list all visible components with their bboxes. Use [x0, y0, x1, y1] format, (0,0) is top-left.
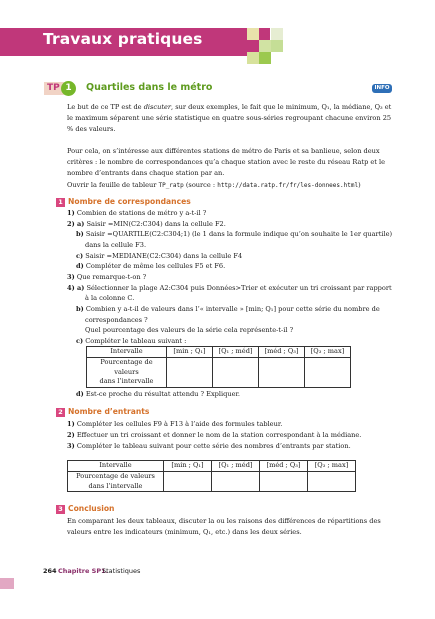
section-title: Nombre de correspondances [68, 197, 191, 206]
question: b) Saisir =QUARTILE(C2:C304;1) (le 1 dans la formule indique qu’on souhaite le 1er quartile) [76, 230, 393, 238]
table-cell-empty[interactable] [213, 357, 259, 387]
table-cell-empty[interactable] [259, 357, 305, 387]
question: c) Compléter le tableau suivant : [76, 337, 187, 345]
table-header-cell: Intervalle [68, 461, 164, 472]
table-header-cell: [méd ; Q₃] [260, 461, 308, 472]
question: 1) Combien de stations de métro y a-t-il ? [67, 209, 207, 217]
table-header-cell: [Q₃ ; max] [308, 461, 356, 472]
table-cell-empty[interactable] [167, 357, 213, 387]
section-title: Conclusion [68, 504, 115, 513]
decor-square [259, 52, 271, 64]
table-cell-empty[interactable] [212, 471, 260, 492]
table-row-label: Pourcentage de valeurs dans l’intervalle [68, 471, 164, 492]
question-continuation: dans la cellule F3. [85, 241, 147, 249]
table-cell-empty[interactable] [308, 471, 356, 492]
question: 1) Compléter les cellules F9 à F13 à l’aide des formules tableur. [67, 420, 283, 428]
table-cell-empty[interactable] [260, 471, 308, 492]
table-header-cell: [méd ; Q₃] [259, 347, 305, 358]
quartile-table-2 [67, 460, 356, 492]
question: b) Combien y a-t-il de valeurs dans l’« intervalle » [min; Q₁] pour cette série du nombre de [76, 305, 380, 313]
table-header-cell: Intervalle [87, 347, 167, 358]
intro-paragraph-1: Le but de ce TP est de discuter, sur deux exemples, le fait que le minimum, Q₁, la médiane, Q₃ et le maximum séparent une série statistique en quatre sous-séries regroupant chacune environ 25 % des valeurs. [67, 103, 392, 133]
table-cell-empty[interactable] [305, 357, 351, 387]
section-number: 3 [56, 505, 65, 514]
question: d) Est-ce proche du résultat attendu ? Expliquer. [76, 390, 241, 398]
question: 3) Que remarque-t-on ? [67, 273, 147, 281]
section-title: Nombre d’entrants [68, 407, 150, 416]
quartile-table-1 [86, 346, 351, 388]
table-header-cell: [Q₁ ; méd] [213, 347, 259, 358]
question: d) Compléter de même les cellules F5 et F6. [76, 262, 226, 270]
tp-number: 1 [61, 81, 76, 96]
question: 3) Compléter le tableau suivant pour cette série des nombres d’entrants par station. [67, 442, 351, 450]
table-header-cell: [Q₃ ; max] [305, 347, 351, 358]
table-header-cell: [min ; Q₁] [167, 347, 213, 358]
tp-heading [44, 82, 394, 96]
question: 2) Effectuer un tri croissant et donner le nom de la station correspondant à la médiane. [67, 431, 362, 439]
intro-paragraph-3: Ouvrir la feuille de tableur TP_ratp (source : http://data.ratp.fr/fr/les-donnees.html) [67, 181, 361, 189]
question: 4) a) Sélectionner la plage A2:C304 puis Données>Trier et exécuter un tri croissant par rapport [67, 284, 392, 292]
decor-square [271, 40, 283, 52]
table-row-label: Pourcentage de valeurs dans l’intervalle [87, 357, 167, 387]
footer-accent [0, 578, 14, 589]
table-header-cell: [Q₁ ; méd] [212, 461, 260, 472]
question-continuation: à la colonne C. [85, 294, 135, 302]
question: 2) a) Saisir =MIN(C2:C304) dans la cellule F2. [67, 220, 226, 228]
tp-title: Quartiles dans le métro [86, 82, 213, 93]
info-badge: INFO [372, 84, 392, 93]
decor-square [247, 28, 259, 40]
question-continuation: Quel pourcentage des valeurs de la série cela représente-t-il ? [85, 326, 294, 334]
page-title: Travaux pratiques [43, 30, 203, 48]
conclusion-text: En comparant les deux tableaux, discuter la ou les raisons des différences de répartitions des [67, 517, 381, 525]
question-continuation: correspondances ? [85, 316, 148, 324]
decor-square [271, 28, 283, 40]
section-number: 1 [56, 198, 65, 207]
question: c) Saisir =MEDIANE(C2:C304) dans la cellule F4 [76, 252, 243, 260]
table-header-cell: [min ; Q₁] [164, 461, 212, 472]
conclusion-text: valeurs entre les indicateurs (minimum, Q₁, etc.) dans les deux séries. [67, 528, 302, 536]
intro-paragraph-2: Pour cela, on s’intéresse aux différentes stations de métro de Paris et sa banlieue, selon deux critères : le nombre de correspondances qu’a chaque station avec le reste du réseau Ratp et le nombre d’entrants dans chaque station par an. [67, 147, 386, 177]
chapter-label: Chapitre SP1. [58, 567, 109, 575]
tp-badge: TP [44, 82, 64, 95]
section-number: 2 [56, 408, 65, 417]
page-number: 264 [43, 567, 57, 575]
decor-square [259, 40, 271, 52]
chapter-topic: Statistiques [102, 567, 141, 575]
decor-square [247, 52, 259, 64]
table-cell-empty[interactable] [164, 471, 212, 492]
